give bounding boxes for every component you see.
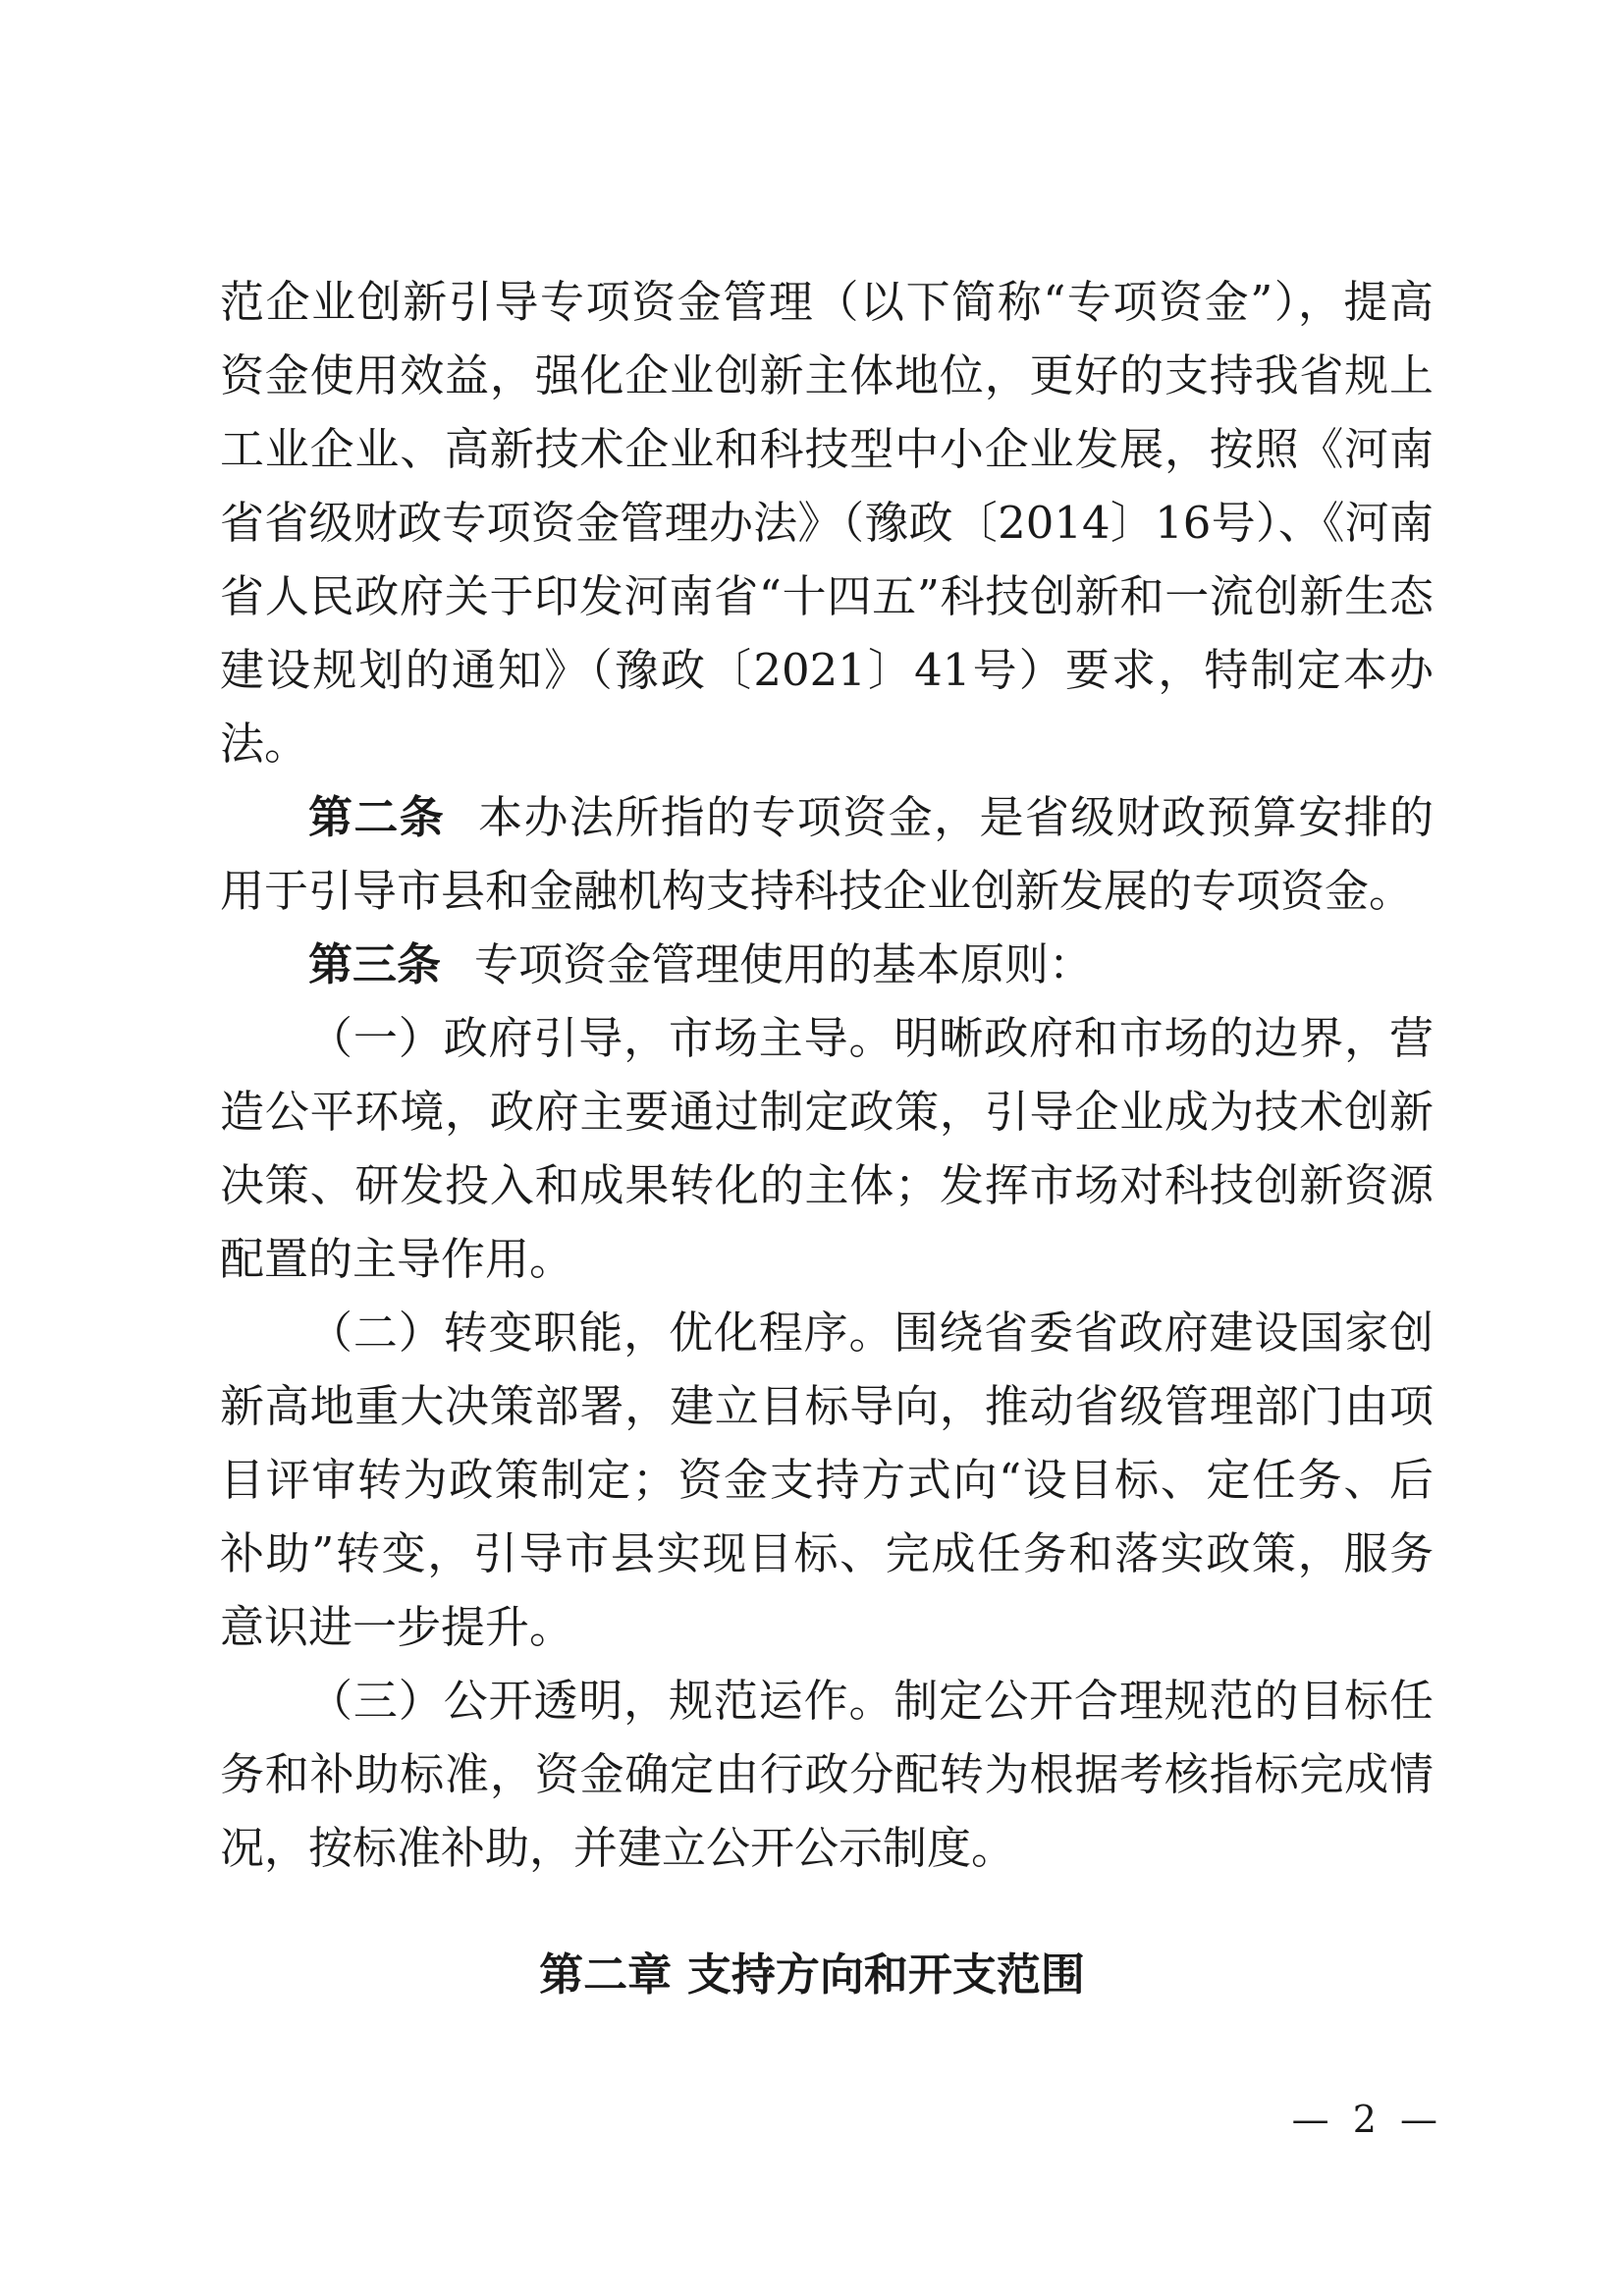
article-text: 专项资金管理使用的基本原则： [474, 938, 1094, 990]
principle-item-3: （三）公开透明，规范运作。制定公开合理规范的目标任务和补助标准，资金确定由行政分配转为根据考核指标完成情况，按标准补助，并建立公开公示制度。 [220, 1675, 1434, 1874]
chapter-heading: 第二章 支持方向和开支范围 [539, 1949, 1085, 2001]
paragraph-continuation: 范企业创新引导专项资金管理（以下简称“专项资金”），提高资金使用效益，强化企业创新主体地位，更好的支持我省规上工业企业、高新技术企业和科技型中小企业发展，按照《河南省省级财政专项资金管理办法》（豫政〔2014〕16号）、《河南省人民政府关于印发河南省“十四五”科技创新和一流创新生态建设规划的通知》（豫政〔2021〕41号）要求，特制定本办法。 [220, 276, 1434, 770]
principle-item-2: （二）转变职能，优化程序。围绕省委省政府建设国家创新高地重大决策部署，建立目标导向，推动省级管理部门由项目评审转为政策制定；资金支持方式向“设目标、定任务、后补助”转变，引导市县实现目标、完成任务和落实政策，服务意识进一步提升。 [220, 1307, 1434, 1653]
page-number: — 2 — [1291, 2098, 1443, 2141]
document-body [220, 265, 1434, 1885]
article-3-paragraph [220, 928, 1434, 1001]
principle-item-1: （一）政府引导，市场主导。明晰政府和市场的边界，营造公平环境，政府主要通过制定政策，引导企业成为技术创新决策、研发投入和成果转化的主体；发挥市场对科技创新资源配置的主导作用。 [220, 1012, 1434, 1285]
article-2-paragraph [220, 780, 1434, 928]
article-label: 第二条 [308, 791, 446, 843]
article-label: 第三条 [308, 938, 442, 990]
article-text: 本办法所指的专项资金，是省级财政预算安排的用于引导市县和金融机构支持科技企业创新发展的专项资金。 [220, 791, 1434, 917]
